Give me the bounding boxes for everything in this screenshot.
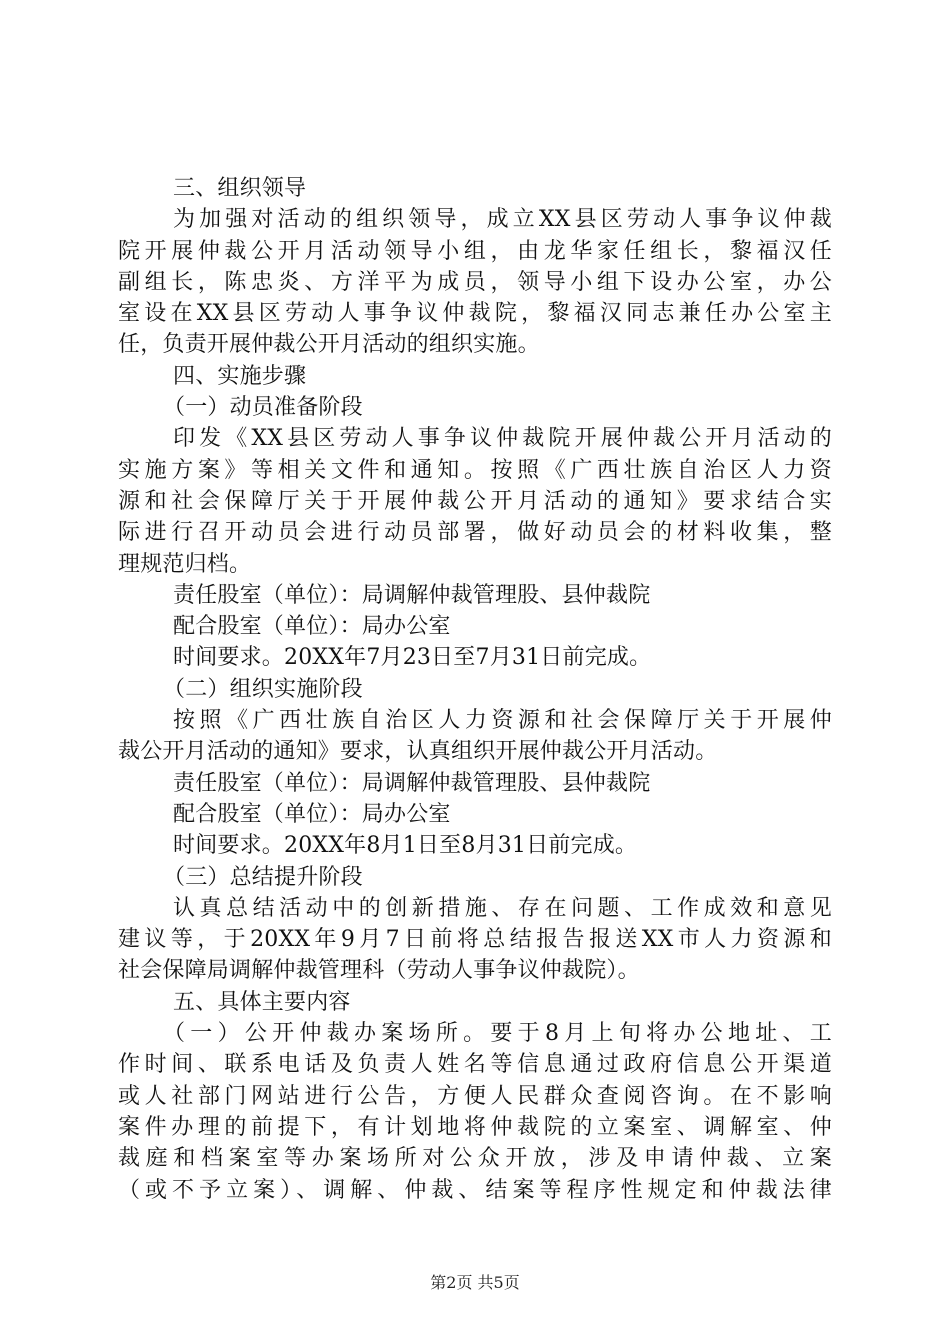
text-line: （或不予立案）、调解、仲裁、结案等程序性规定和仲裁法律	[118, 1177, 832, 1203]
text-line: 作时间、联系电话及负责人姓名等信息通过政府信息公开渠道	[118, 1052, 832, 1078]
text-line: 五、具体主要内容	[173, 989, 351, 1015]
text-line: 为加强对活动的组织领导，成立XX县区劳动人事争议仲裁	[173, 207, 832, 233]
text-line: 责任股室（单位）：局调解仲裁管理股、县仲裁院	[173, 770, 651, 796]
text-line: （一）公开仲裁办案场所。要于8月上旬将办公地址、工	[163, 1021, 832, 1047]
text-line: 任，负责开展仲裁公开月活动的组织实施。	[118, 332, 540, 358]
text-line: 时间要求。20XX年8月1日至8月31日前完成。	[173, 833, 638, 859]
text-line: 案件办理的前提下，有计划地将仲裁院的立案室、调解室、仲	[118, 1114, 832, 1140]
text-line: 印发《XX县区劳动人事争议仲裁院开展仲裁公开月活动的	[173, 426, 832, 452]
text-line: 建议等，于20XX年9月7日前将总结报告报送XX市人力资源和	[118, 927, 832, 953]
text-line: （一）动员准备阶段	[163, 395, 363, 421]
text-line: 按照《广西壮族自治区人力资源和社会保障厅关于开展仲	[173, 708, 832, 734]
text-line: 源和社会保障厅关于开展仲裁公开月活动的通知》要求结合实	[118, 488, 832, 514]
text-line: 室设在XX县区劳动人事争议仲裁院，黎福汉同志兼任办公室主	[118, 301, 832, 327]
text-line: 裁庭和档案室等办案场所对公众开放，涉及申请仲裁、立案	[118, 1146, 832, 1172]
text-line: 实施方案》等相关文件和通知。按照《广西壮族自治区人力资	[118, 457, 832, 483]
text-line: 四、实施步骤	[173, 363, 307, 389]
text-line: 责任股室（单位）：局调解仲裁管理股、县仲裁院	[173, 582, 651, 608]
text-line: 裁公开月活动的通知》要求，认真组织开展仲裁公开月活动。	[118, 739, 718, 765]
text-line: 或人社部门网站进行公告，方便人民群众查阅咨询。在不影响	[118, 1083, 832, 1109]
text-line: 时间要求。20XX年7月23日至7月31日前完成。	[173, 645, 652, 671]
text-line: 理规范归档。	[118, 551, 252, 577]
text-line: 际进行召开动员会进行动员部署，做好动员会的材料收集，整	[118, 520, 832, 546]
text-line: 认真总结活动中的创新措施、存在问题、工作成效和意见	[173, 895, 832, 921]
text-line: （三）总结提升阶段	[163, 864, 363, 890]
page-footer: 第2页 共5页	[430, 1273, 520, 1292]
document-body	[118, 173, 832, 1206]
text-line: 院开展仲裁公开月活动领导小组，由龙华家任组长，黎福汉任	[118, 238, 832, 264]
text-line: 配合股室（单位）：局办公室	[173, 801, 451, 827]
text-line: 社会保障局调解仲裁管理科（劳动人事争议仲裁院）。	[118, 958, 640, 984]
text-line: 副组长，陈忠炎、方洋平为成员，领导小组下设办公室，办公	[118, 269, 832, 295]
text-line: 三、组织领导	[173, 176, 307, 201]
text-line: （二）组织实施阶段	[163, 676, 363, 702]
text-line: 配合股室（单位）：局办公室	[173, 614, 451, 640]
